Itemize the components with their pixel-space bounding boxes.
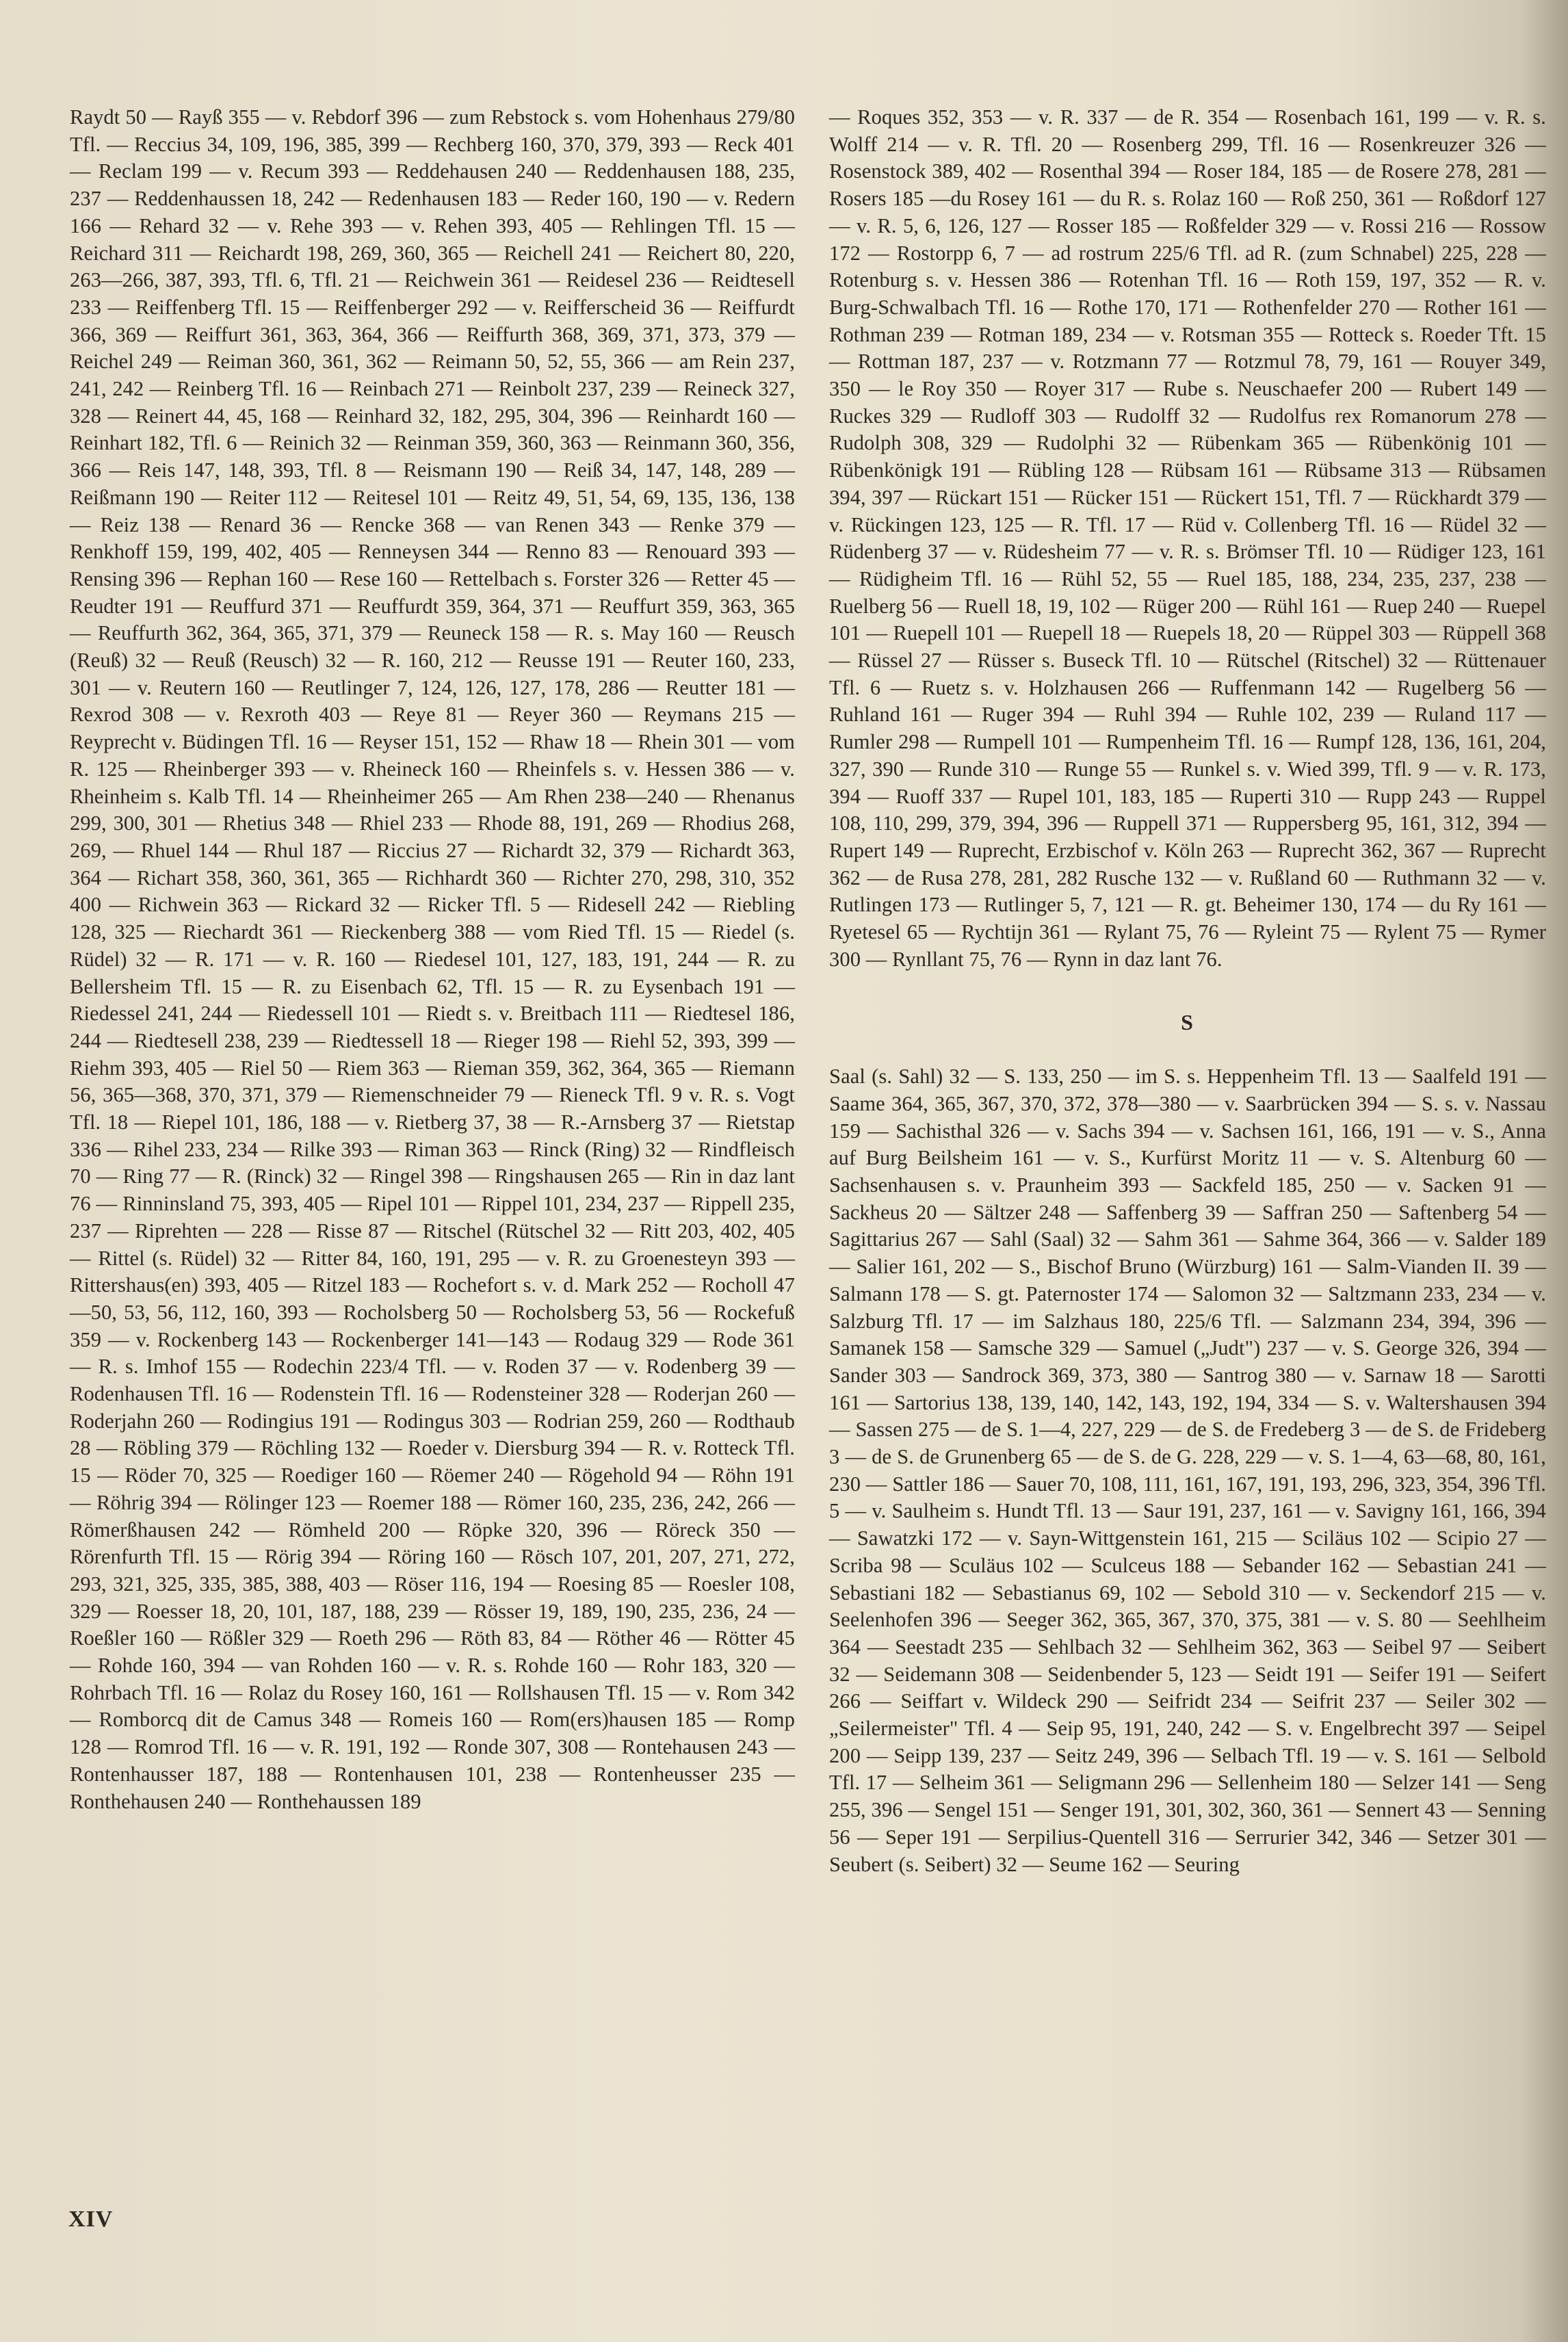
index-entries-r-left: Raydt 50 — Rayß 355 — v. Rebdorf 396 — zum Rebstock s. vom Hohenhaus 279/80 Tfl. — Reccius 34, 109, 196, 385, 399 — Rechberg 160, 370, 379, 393 — Reck 401 — Reclam 199 — v. Recum 393 — Reddehausen 240 — Reddenhausen 188, 235, 237 — Reddenhaussen 18, 242 — Redenhausen 183 — Reder 160, 190 — v. Redern 166 — Rehard 32 — v. Rehe 393 — v. Rehen 393, 405 — Rehlingen Tfl. 15 — Reichard 311 — Reichardt 198, 269, 360, 365 — Reichell 241 — Reichert 80, 220, 263—266, 387, 393, Tfl. 6, Tfl. 21 — Reichwein 361 — Reidesel 236 — Reidtesell 233 — Reiffenberg Tfl. 15 — Reiffenberger 292 — v. Reifferscheid 36 — Reiffurdt 366, 369 — Reiffurt 361, 363, 364, 366 — Reiffurth 368, 369, 371, 373, 379 — Reichel 249 — Reiman 360, 361, 362 — Reimann 50, 52, 55, 366 — am Rein 237, 241, 242 — Reinberg Tfl. 16 — Reinbach 271 — Reinbolt 237, 239 — Reineck 327, 328 — Reinert 44, 45, 168 — Reinhard 32, 182, 295, 304, 396 — Reinhardt 160 — Reinhart 182, Tfl. 6 — Reinich 32 — Reinman 359, 360, 363 — Reinmann 360, 356, 366 — Reis 147, 148, 393, Tfl. 8 — Reismann 190 — Reiß 34, 147, 148, 289 — Reißmann 190 — Reiter 112 — Reitesel 101 — Reitz 49, 51, 54, 69, 135, 136, 138 — Reiz 138 — Renard 36 — Rencke 368 — van Renen 343 — Renke 379 — Renkhoff 159, 199, 402, 405 — Renneysen 344 — Renno 83 — Renouard 393 — Rensing 396 — Rephan 160 — Rese 160 — Rettelbach s. Forster 326 — Retter 45 — Reudter 191 — Reuffurd 371 — Reuffurdt 359, 364, 371 — Reuffurt 359, 363, 365 — Reuffurth 362, 364, 365, 371, 379 — Reuneck 158 — R. s. May 160 — Reusch (Reuß) 32 — Reuß (Reusch) 32 — R. 160, 212 — Reusse 191 — Reuter 160, 233, 301 — v. Reutern 160 — Reutlinger 7, 124, 126, 127, 178, 286 — Reutter 181 — Rexrod 308 — v. Rexroth 403 — Reye 81 — Reyer 360 — Reymans 215 — Reyprecht v. Büdingen Tfl. 16 — Reyser 151, 152 — Rhaw 18 — Rhein 301 — vom R. 125 — Rheinberger 393 — v. Rheineck 160 — Rheinfels s. v. Hessen 386 — v. Rheinheim s. Kalb Tfl. 14 — Rheinheimer 265 — Am Rhen 238—240 — Rhenanus 299, 300, 301 — Rhetius 348 — Rhiel 233 — Rhode 88, 191, 269 — Rhodius 268, 269, — Rhuel 144 — Rhul 187 — Riccius 27 — Richardt 32, 379 — Richardt 363, 364 — Richart 358, 360, 361, 365 — Richhardt 360 — Richter 270, 298, 310, 352 400 — Richwein 363 — Rickard 32 — Ricker Tfl. 5 — Ridesell 242 — Riebling 128, 325 — Riechardt 361 — Rieckenberg 388 — vom Ried Tfl. 15 — Riedel (s. Rüdel) 32 — R. 171 — v. R. 160 — Riedesel 101, 127, 183, 191, 244 — R. zu Bellersheim Tfl. 15 — R. zu Eisenbach 62, Tfl. 15 — R. zu Eysenbach 191 — Riedessel 241, 244 — Riedessell 101 — Riedt s. v. Breitbach 111 — Riedtesel 186, 244 — Riedtesell 238, 239 — Riedtessell 18 — Rieger 198 — Riehl 52, 393, 399 — Riehm 393, 405 — Riel 50 — Riem 363 — Rieman 359, 362, 364, 365 — Riemann 56, 365—368, 370, 371, 379 — Riemenschneider 79 — Rieneck Tfl. 9 v. R. s. Vogt Tfl. 18 — Riepel 101, 186, 188 — v. Rietberg 37, 38 — R.-Arnsberg 37 — Rietstap 336 — Rihel 233, 234 — Rilke 393 — Riman 363 — Rinck (Ring) 32 — Rindfleisch 70 — Ring 77 — R. (Rinck) 32 — Ringel 398 — Ringshausen 265 — Rin in daz lant 76 — Rinninsland 75, 393, 405 — Ripel 101 — Rippel 101, 234, 237 — Rippell 235, 237 — Riprehten — 228 — Risse 87 — Ritschel (Rütschel 32 — Ritt 203, 402, 405 — Rittel (s. Rüdel) 32 — Ritter 84, 160, 191, 295 — v. R. zu Groenesteyn 393 — Rittershaus(en) 393, 405 — Ritzel 183 — Rochefort s. v. d. Mark 252 — Rocholl 47—50, 53, 56, 112, 160, 393 — Rocholsberg 50 — Rocholsberg 53, 56 — Rockefuß 359 — v. Rockenberg 143 — Rockenberger 141—143 — Rodaug 329 — Rode 361 — R. s. Imhof 155 — Rodechin 223/4 Tfl. — v. Roden 37 — v. Rodenberg 39 — Rodenhausen Tfl. 16 — Rodenstein Tfl. 16 — Rodensteiner 328 — Roderjan 260 — Roderjahn 260 — Rodingius 191 — Rodingus 303 — Rodrian 259, 260 — Rodthaub 28 — Röbling 379 — Röchling 132 — Roeder v. Diersburg 394 — R. v. Rotteck Tfl. 15 — Röder 70, 325 — Roediger 160 — Röemer 240 — Rögehold 94 — Röhn 191 — Röhrig 394 — Rölinger 123 — Roemer 188 — Römer 160, 235, 236, 242, 266 — Römerßhausen 242 — Römheld 200 — Röpke 320, 396 — Röreck 350 — Rörenfurth Tfl. 15 — Rörig 394 — Röring 160 — Rösch 107, 201, 207, 271, 272, 293, 321, 325, 335, 385, 388, 403 — Röser 116, 194 — Roesing 85 — Roesler 108, 329 — Roesser 18, 20, 101, 187, 188, 239 — Rösser 19, 189, 190, 235, 236, 24 — Roeßler 160 — Rößler 329 — Roeth 296 — Röth 83, 84 — Röther 46 — Rötter 45 — Rohde 160, 394 — van Rohden 160 — v. R. s. Rohde 160 — Rohr 183, 320 — Rohrbach Tfl. 16 — Rolaz du Rosey 160, 161 — Rollshausen Tfl. 15 — v. Rom 342 — Romborcq dit de Camus 348 — Romeis 160 — Rom(ers)hausen 185 — Romp 128 — Romrod Tfl. 16 — v. R. 191, 192 — Ronde 307, 308 — Rontehausen 243 — Rontenhausser 187, 188 — Rontenhausen 101, 238 — Rontenheusser 235 — Ronthehausen 240 — Ronthehaussen 189 xyxy=(70,105,795,1813)
page-number: XIV xyxy=(68,2207,114,2232)
right-column xyxy=(829,104,1546,1878)
index-entries-s: Saal (s. Sahl) 32 — S. 133, 250 — im S. s. Heppenheim Tfl. 13 — Saalfeld 191 — Saame 364, 365, 367, 370, 372, 378—380 — v. Saarbrücken 394 — S. s. v. Nassau 159 — Sachisthal 326 — v. Sachs 394 — v. Sachsen 161, 166, 191 — v. S., Anna auf Burg Beilsheim 161 — v. S., Kurfürst Moritz 11 — v. S. Altenburg 60 — Sachsenhausen s. v. Praunheim 393 — Sackfeld 185, 250 — v. Sacken 91 — Sackheus 20 — Sältzer 248 — Saffenberg 39 — Saffran 250 — Saftenberg 54 — Sagittarius 267 — Sahl (Saal) 32 — Sahm 361 — Sahme 364, 366 — v. Salder 189 — Salier 161, 202 — S., Bischof Bruno (Würzburg) 161 — Salm-Vianden II. 39 — Salmann 178 — S. gt. Paternoster 174 — Salomon 32 — Saltzmann 233, 234 — v. Salzburg Tfl. 17 — im Salzhaus 180, 225/6 Tfl. — Salzmann 234, 394, 396 — Samanek 158 — Samsche 329 — Samuel („Judt") 237 — v. S. George 326, 394 — Sander 303 — Sandrock 369, 373, 380 — Santrog 380 — v. Sarnaw 18 — Sarotti 161 — Sartorius 138, 139, 140, 142, 143, 192, 194, 334 — S. v. Waltershausen 394 — Sassen 275 — de S. 1—4, 227, 229 — de S. de Fredeberg 3 — de S. de Frideberg 3 — de S. de Grunenberg 65 — de S. de G. 228, 229 — v. S. 1—4, 63—68, 80, 161, 230 — Sattler 186 — Sauer 70, 108, 111, 161, 167, 191, 193, 296, 323, 354, 396 Tfl. 5 — v. Saulheim s. Hundt Tfl. 13 — Saur 191, 237, 161 — v. Savigny 161, 166, 394 — Sawatzki 172 — v. Sayn-Wittgenstein 161, 215 — Sciläus 102 — Scipio 27 — Scriba 98 — Sculäus 102 — Sculceus 188 — Sebander 162 — Sebastian 241 — Sebastiani 182 — Sebastianus 69, 102 — Sebold 310 — v. Seckendorf 215 — v. Seelenhofen 396 — Seeger 362, 365, 367, 370, 375, 381 — v. S. 80 — Seehlheim 364 — Seestadt 235 — Sehlbach 32 — Sehlheim 362, 363 — Seibel 97 — Seibert 32 — Seidemann 308 — Seidenbender 5, 123 — Seidt 191 — Seifer 191 — Seifert 266 — Seiffart v. Wildeck 290 — Seifridt 234 — Seifrit 237 — Seiler 302 — „Seilermeister" Tfl. 4 — Seip 95, 191, 240, 242 — S. v. Engelbrecht 397 — Seipel 200 — Seipp 139, 237 — Seitz 249, 396 — Selbach Tfl. 19 — v. S. 161 — Selbold Tfl. 17 — Selheim 361 — Seligmann 296 — Sellenheim 180 — Selzer 141 — Seng 255, 396 — Sengel 151 — Senger 191, 301, 302, 360, 361 — Sennert 43 — Senning 56 — Seper 191 — Serpilius-Quentell 316 — Serrurier 342, 346 — Setzer 301 — Seubert (s. Seibert) 32 — Seume 162 — Seuring xyxy=(829,1065,1546,1876)
left-column xyxy=(70,104,795,1815)
index-entries-r-right: — Roques 352, 353 — v. R. 337 — de R. 354 — Rosenbach 161, 199 — v. R. s. Wolff 214 — v. R. Tfl. 20 — Rosenberg 299, Tfl. 16 — Rosenkreuzer 326 — Rosenstock 389, 402 — Rosenthal 394 — Roser 184, 185 — de Rosere 278, 281 — Rosers 185 —du Rosey 161 — du R. s. Rolaz 160 — Roß 250, 361 — Roßdorf 127 — v. R. 5, 6, 126, 127 — Rosser 185 — Roßfelder 329 — v. Rossi 216 — Rossow 172 — Rostorpp 6, 7 — ad rostrum 225/6 Tfl. ad R. (zum Schnabel) 225, 228 — Rotenburg s. v. Hessen 386 — Rotenhan Tfl. 16 — Roth 159, 197, 352 — R. v. Burg-Schwalbach Tfl. 16 — Rothe 170, 171 — Rothenfelder 270 — Rother 161 — Rothman 239 — Rotman 189, 234 — v. Rotsman 355 — Rotteck s. Roeder Tft. 15 — Rottman 187, 237 — v. Rotzmann 77 — Rotzmul 78, 79, 161 — Rouyer 349, 350 — le Roy 350 — Royer 317 — Rube s. Neuschaefer 200 — Rubert 149 — Ruckes 329 — Rudloff 303 — Rudolff 32 — Rudolfus rex Romanorum 278 — Rudolph 308, 329 — Rudolphi 32 — Rübenkam 365 — Rübenkönig 101 — Rübenkönigk 191 — Rübling 128 — Rübsam 161 — Rübsame 313 — Rübsamen 394, 397 — Rückart 151 — Rücker 151 — Rückert 151, Tfl. 7 — Rückhardt 379 — v. Rückingen 123, 125 — R. Tfl. 17 — Rüd v. Collenberg Tfl. 16 — Rüdel 32 — Rüdenberg 37 — v. Rüdesheim 77 — v. R. s. Brömser Tfl. 10 — Rüdiger 123, 161 — Rüdigheim Tfl. 16 — Rühl 52, 55 — Ruel 185, 188, 234, 235, 237, 238 — Ruelberg 56 — Ruell 18, 19, 102 — Rüger 200 — Rühl 161 — Ruep 240 — Ruepel 101 — Ruepell 101 — Ruepell 18 — Ruepels 18, 20 — Rüppel 303 — Rüppell 368 — Rüssel 27 — Rüsser s. Buseck Tfl. 10 — Rütschel (Ritschel) 32 — Rüttenauer Tfl. 6 — Ruetz s. v. Holzhausen 266 — Ruffenmann 142 — Rugelberg 56 — Ruhland 161 — Ruger 394 — Ruhl 394 — Ruhle 102, 239 — Ruland 117 — Rumler 298 — Rumpell 101 — Rumpenheim Tfl. 16 — Rumpf 128, 136, 161, 204, 327, 390 — Runde 310 — Runge 55 — Runkel s. v. Wied 399, Tfl. 9 — v. R. 173, 394 — Ruoff 337 — Rupel 101, 183, 185 — Ruperti 310 — Rupp 243 — Ruppel 108, 110, 299, 379, 394, 396 — Ruppell 371 — Ruppersberg 95, 161, 312, 394 — Rupert 149 — Ruprecht, Erzbischof v. Köln 263 — Ruprecht 362, 367 — Ruprecht 362 — de Rusa 278, 281, 282 Rusche 132 — v. Rußland 60 — Ruthmann 32 — v. Rutlingen 173 — Rutlinger 5, 7, 121 — R. gt. Beheimer 130, 174 — du Ry 161 — Ryetesel 65 — Rychtijn 361 — Rylant 75, 76 — Ryleint 75 — Rylent 75 — Rymer 300 — Rynllant 75, 76 — Rynn in daz lant 76. xyxy=(829,105,1546,971)
section-heading-s: S xyxy=(1181,1009,1194,1035)
